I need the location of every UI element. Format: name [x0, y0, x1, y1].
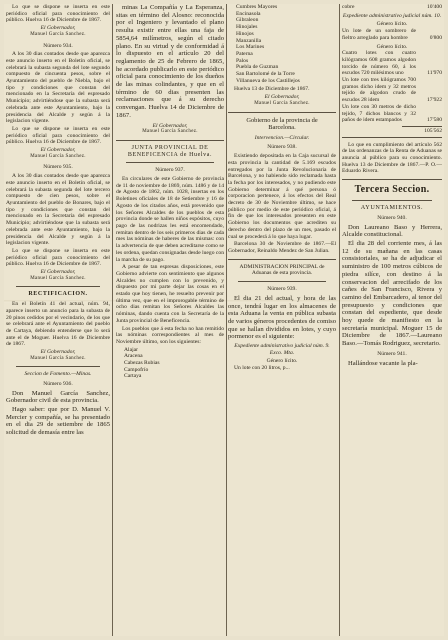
paragraph: Barcelona 30 de Noviembre de 1867.—El Gobernador, Reinaldo Mendez de San Julian. — [228, 241, 336, 254]
list-item: Puebla de Guzman — [236, 64, 279, 71]
paragraph: Lo que se dispone se inserta en este periódico oficial para conocimiento del público. Huelva 16 de Diciembre de 1867. — [6, 247, 110, 268]
list-item: Palos — [236, 57, 249, 64]
list-item: Villanueva de los Castillejos — [236, 77, 300, 84]
notice-number: Número 941. — [377, 350, 407, 357]
price-row — [342, 77, 442, 104]
section-heading: ADMINISTRACION PRINCIPAL de Aduanas de esta provincia. — [239, 263, 325, 277]
signature-name: Manuel García Sanchez. — [30, 275, 86, 281]
list-item: Aracena — [124, 353, 143, 360]
column-rule — [339, 4, 340, 636]
notice-number: Número 938. — [267, 144, 297, 151]
paragraph: Hallándose vacante la pla- — [348, 359, 418, 367]
divider — [238, 281, 326, 282]
paragraph: El dia 28 del corriente mes, á las 12 de su mañana en las casas consistoriales, se ha de adjudicar el suministro de 100 metros cúbicos de piedra silíce, con destino á la conservacion del arrecifado de los cañes de San Francisco, Rivera y camino del Embarcadero, al tenor del presupuesto y condiciones que constan del espediente, que desde hoy quede de manifiesto en la secretaría municipal. Moguer 15 de Diciembre de 1867.—Laureano Baso.—Tomás Rodriguez, secretario. — [342, 239, 442, 348]
item-amount: 0'800 — [429, 34, 442, 41]
paragraph: A pesar de tan espresas disposiciones, este Gobierno advierte con sentimiento que algunos Alcaldes no cumplen con lo prevenido, y dispuesto por mi parte dejar las cosas en el estado que hoy tienen, he resuelto prevenir por última vez, que en el improrogable término de ocho dias remitan los Señores Alcaldes las nóminas, dando cuenta con la Secretaría de la Junta provincial de Beneficencia. — [116, 264, 224, 324]
list-item: Hinojales — [236, 24, 258, 31]
town-list — [228, 4, 336, 84]
paragraph: minas La Compañía y La Esperanza, sitas en término del Alosno: reconocida por el Ingeniero y levantado el plano resulta existir entre ellas una faja de 5854,64 milímetros, según el citado plano. En su virtud y de conformidad á lo dispuesto en el artículo 20 del reglamento de 25 de Febrero de 1865, he acordado publicarlo en este periódico oficial para conocimiento de los dueños de las minas colindantes, y que en el término de 60 dias presenten las reclamaciones que á su derecho convengan. Huelva 14 de Diciembre de 1867. — [116, 4, 224, 119]
date-line: Huelva 13 de Diciembre de 1867. — [234, 86, 310, 93]
list-item: Cumbres Mayores — [236, 4, 278, 10]
divider — [126, 162, 214, 163]
paragraph: Lo que se dispone se inserta en este periódico oficial para conocimiento del público. Huelva 16 de Diciembre de 1867. — [6, 4, 110, 24]
list-item: Los Marines — [236, 44, 265, 51]
paragraph: El dia 21 del actual, y hora de las once, tendrá lugar en los almacenes de esta Aduana la venta en pública subasta de varios géneros procedentes de comiso que se hallan divididos en lotes, y cuyo pormenor es el siguiente: — [228, 294, 336, 341]
price-row — [342, 50, 442, 77]
signature-title: El Gobernador, — [264, 94, 300, 101]
section-heading: JUNTA PROVINCIAL DE BENEFICENCIA de Huelva. — [127, 144, 213, 158]
item-text: Cuatro lotes con cuatro kilógramos 608 gramos algodon torcido de número 60, á los escudos 720 milésimos uno — [342, 50, 416, 77]
divider — [342, 179, 442, 180]
list-item: Paterna — [236, 50, 253, 57]
paragraph: Hago saber: que por D. Manuel V. Mercier y compañía, se ha presentado en el dia 29 de setiembre de 1865 solicitud de demasía entre las — [6, 406, 110, 436]
list-item: Campofrío — [124, 366, 149, 373]
signature-name: Manuel García Sanchez. — [142, 129, 198, 135]
expediente-label: Expediente administrativo judicial núm. 10. — [342, 12, 442, 19]
newspaper-page — [4, 4, 444, 636]
column-4 — [342, 4, 442, 636]
column-rule — [112, 4, 113, 636]
list-item: Cabezas Rubias — [124, 360, 160, 367]
paragraph: Lo que se dispone se inserta en este periódico oficial para conocimiento del público. Huelva 16 de Diciembre de 1867. — [6, 125, 110, 146]
signature-title: El Gobernador, — [40, 147, 76, 154]
paragraph: A los 30 dias contados desde que aparezca este anuncio inserto en el Boletín oficial, se celebrará la subasta segunda del lote tercero compuesto de cien pesos, sobre el Ayuntamiento del pueblo de Bonares, bajo el tipo y condiciones que constan del mencionado en la Secretaría del espresado Municipio; advirtiéndose que la subasta será celebrada ante este Ayuntamiento, bajo la presidencia del Alcalde y según á la legislacion vigente. — [6, 173, 110, 247]
town-list — [116, 347, 224, 381]
column-3 — [228, 4, 336, 636]
item-text: Un lote con tres kilógramos 700 gramos dicho idem y 32 metros tejido de algodon crudo de escudos 28 idem — [342, 77, 416, 104]
total-amount: 105'562 — [424, 127, 442, 134]
list-item: San Bartolomé de la Torre — [236, 71, 295, 78]
column-2 — [116, 4, 224, 636]
signature-name: Manuel García Sanchez. — [254, 100, 310, 106]
total-rule — [402, 126, 442, 127]
item-amount: 17'580 — [427, 117, 442, 124]
section-title: Tercera Seccion. — [354, 184, 430, 196]
price-row — [342, 4, 442, 11]
divider — [228, 259, 336, 260]
item-amount: 17'922 — [427, 97, 442, 104]
divider — [352, 200, 432, 201]
divider — [342, 137, 442, 138]
signature-title: El Gobernador, — [152, 122, 188, 129]
divider — [16, 366, 100, 367]
paragraph: Don Laureano Baso y Herrera, Alcalde constitucional. — [342, 223, 442, 239]
notice-number: Número 937. — [155, 167, 185, 174]
divider — [228, 112, 336, 113]
item-text: Un lote con 30 metros de dicho tejido, 7 dichos blancos y 32 paños de idem estampados — [342, 103, 416, 124]
genero-label: Género lícito. — [266, 358, 298, 365]
signature-title: El Gobernador, — [40, 269, 76, 276]
paragraph: A los 30 dias contados desde que aparezca este anuncio inserto en el Boletín oficial, se celebrará la subasta segunda del lote segundo compuesto de cincuenta pesos, sobre el Ayuntamiento del pueblo de Niebla, bajo el tipo y condiciones que constan del mencionado en la Secretaría del espresado Municipio; advirtiéndose que la subasta será celebrada ante este Ayuntamiento, bajo la presidencia del Alcalde y según á la legislacion vigente. — [6, 51, 110, 125]
notice-number: Número 940. — [377, 214, 407, 221]
price-row — [342, 104, 442, 124]
list-item: Gibraleon — [236, 17, 259, 24]
genero-label: Género lícito. — [376, 43, 408, 50]
section-subheading: Seccion de Fomento.—Minas. — [24, 371, 92, 378]
genero-label: Género lícito. — [376, 21, 408, 28]
column-1 — [6, 4, 110, 636]
list-item: Manzanilla — [236, 37, 262, 44]
list-item: Cartaya — [124, 373, 142, 380]
notice-number: Número 934. — [43, 42, 73, 49]
signature-title: El Gobernador, — [40, 25, 76, 32]
list-item: Encinasola — [236, 10, 261, 17]
paragraph: Lo que en cumplimiento del artículo 562 de las ordenanzas de la Renta de Aduanas se anuncia al público para su conocimiento. Huelva 13 de Diciembre de 1867.—P. O.—Eduardo Rivera. — [342, 141, 442, 175]
paragraph: Don Manuel García Sanchez, Gobernador civil de esta provincia. — [6, 389, 110, 405]
paragraph: Existiendo depositada en la Caja sucursal de esta provincia la cantidad de 5.169 escudos entregados por la Junta Revolucionaria de Barcelona, y no habiendo sido reclamada hasta la fecha por los interesados, y no pudiendo este Gobierno determinar á qué persona ó corporacion pertenece, á los efectos del Real decreto de 30 de Noviembre último, se hace público por medio de este periódico oficial, á fin de que los interesados presenten en este Gobierno los documentos que acrediten su derecho dentro del plazo de un mes, pasado el cual se procederá á lo que haya lugar. — [228, 153, 336, 240]
paragraph: Los pueblos que á esta fecha no han remitido las nóminas correspondientes al mes de Noviembre último, son los siguientes: — [116, 325, 224, 345]
list-item: Hinojos — [236, 30, 254, 37]
paragraph: En circulares de este Gobierno de provincia de 11 de noviembre de 1869, núm. 1486 y de 14 de Agosto de 1862, núm. 1028, insertas en los Boletines oficiales de 18 de Setiembre y 16 de Agosto de los citados años, está prevenido que los Señores Alcaldes de los pueblos de esta provincia donde se hallen niños espósitos, cuyo pago de las nodrizas les está encomendado, remitan dentro de los seis primeros dias de cada mes las nóminas de haberes de las mismas: con la advertencia de que deben acreditarse como se les ordena, quedan consignadas desde luego con la marcha de su pago. — [116, 176, 224, 263]
item-amount: 10'400 — [427, 4, 442, 10]
paragraph: En el Boletín 41 del actual, núm. 94, aparece inserto un anuncio para la subasta de 20 pinos cedidos por el vecindario, de los que se celebrará ante el Ayuntamiento del pueblo de Cartaya, debiendo entenderse que lo será ante el de Moguer. Huelva 16 de Diciembre de 1867. — [6, 301, 110, 348]
section-subtitle: AYUNTAMIENTOS. — [360, 204, 424, 212]
expediente-label: Expediente administrativo judicial núm. 9. Exco. Mta. — [234, 343, 330, 356]
item-text: Un lote de un sombrero de fieltro arreglado para hombre — [342, 28, 416, 41]
section-subheading: Intervencion.—Circular. — [254, 134, 310, 141]
item-amount: 11'970 — [427, 70, 442, 77]
signature-name: Manuel García Sanchez. — [30, 31, 86, 37]
notice-number: Número 936. — [43, 381, 73, 388]
notice-number: Número 935. — [43, 164, 73, 171]
signature-name: Manuel García Sanchez. — [30, 355, 86, 361]
signature-name: Manuel García Sanchez. — [30, 153, 86, 159]
section-heading: RECTIFICACION. — [28, 291, 88, 298]
notice-number: Número 939. — [267, 286, 297, 293]
column-rule — [226, 4, 227, 636]
section-heading: Gobierno de la provincia de Barcelona. — [246, 116, 318, 132]
paragraph: Un lote con 20 litros, p... — [234, 365, 290, 372]
divider — [116, 140, 224, 141]
list-item: Alajar — [124, 346, 138, 353]
price-row — [342, 28, 442, 41]
item-text: cobre — [342, 4, 355, 10]
signature-title: El Gobernador, — [40, 349, 76, 356]
divider — [16, 286, 100, 287]
total-row — [342, 128, 442, 135]
